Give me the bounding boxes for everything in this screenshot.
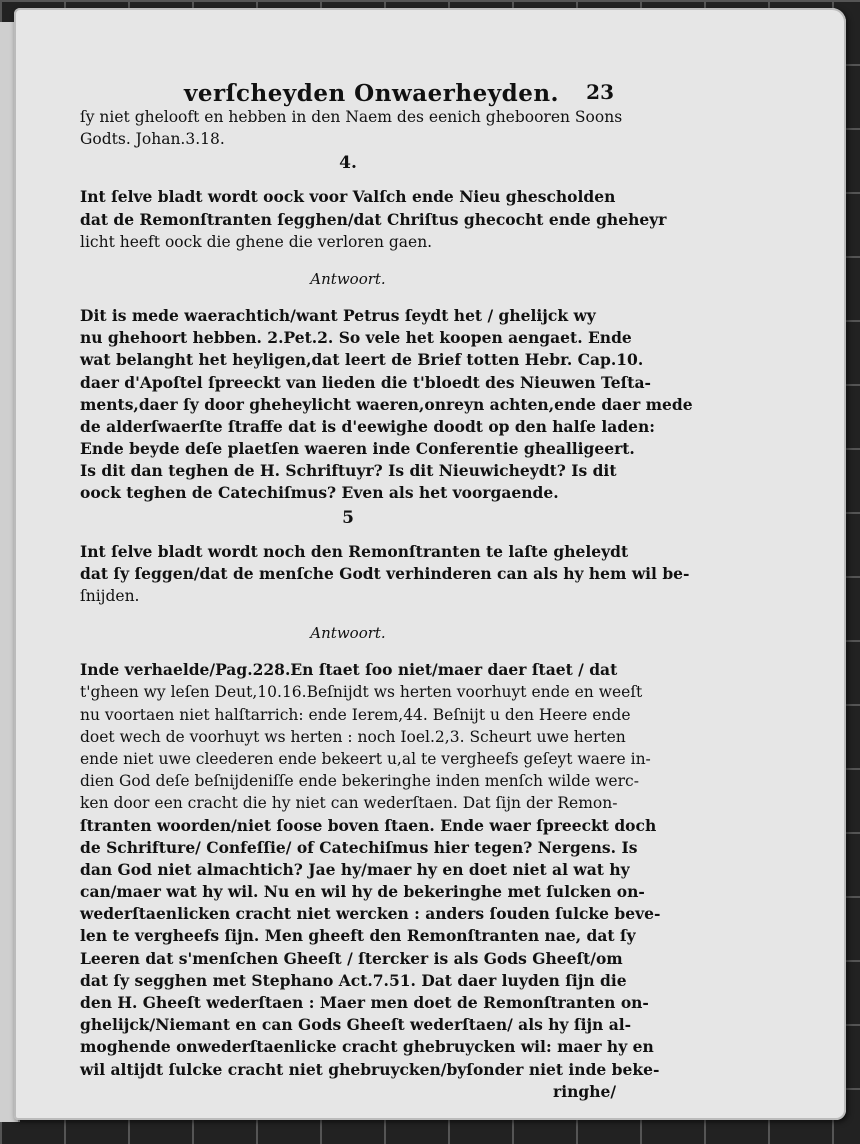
text-line: Int ſelve bladt wordt noch den Remonſtranten te laſte gheleydt [80, 541, 629, 561]
text-line: wil altijdt ſulcke cracht niet ghebruycken/byſonder niet inde beke- [80, 1059, 660, 1079]
line-spacer [80, 531, 616, 541]
text-line: wederſtaenlicken cracht niet wercken : anders ſouden ſulcke beve- [80, 904, 661, 924]
text-line: de alderſwaerſte ſtraffe dat is d'eewighe doodt op den halſe laden: [80, 416, 656, 436]
text-line: Inde verhaelde/Pag.228.En ſtaet ſoo niet/maer daer ſtaet / dat [80, 660, 618, 680]
text-line: dat ſy ſeggen/dat de menſche Godt verhinderen can als hy hem wil be- [80, 563, 690, 583]
text-line: oock teghen de Catechiſmus? Even als het voorgaende. [80, 483, 559, 503]
text-line: doet wech de voorhuyt ws herten : noch Ioel.2,3. Scheurt uwe herten [80, 727, 626, 746]
text-line: Dit is mede waerachtich/want Petrus ſeydt het / ghelijck wy [80, 305, 596, 325]
text-line: de Schrifture/ Confeſſie/ of Catechiſmus hier tegen? Nergens. Is [80, 837, 638, 857]
text-line: len te vergheefs ſijn. Men gheeft den Remonſtranten nae, dat ſy [80, 926, 636, 946]
text-line: 4. [339, 153, 357, 174]
text-line: ringhe/ [553, 1081, 616, 1101]
text-line: Antwoort. [310, 624, 386, 643]
line-spacer [80, 649, 616, 659]
page-number: 23 [586, 80, 614, 104]
text-line: ments,daer ſy door gheheylicht waeren,onreyn achten,ende daer mede [80, 394, 693, 414]
text-line: den H. Gheeſt wederſtaen : Maer men doet de Remonſtranten on- [80, 993, 649, 1012]
text-line: Leeren dat s'menſchen Gheeſt / ſtercker is als Gods Gheeſt/om [80, 948, 623, 968]
text-line: ſnijden. [80, 587, 140, 605]
text-line: daer d'Apoſtel ſpreeckt van lieden die t'bloedt des Nieuwen Teſta- [80, 372, 651, 392]
text-line: ken door een cracht die hy niet can wederſtaen. Dat ſijn der Remon- [80, 794, 618, 813]
body-text [80, 106, 693, 1103]
text-line: Godts. Johan.3.18. [80, 130, 225, 149]
line-spacer [80, 176, 616, 186]
running-title: verſcheyden Onwaerheyden. [184, 80, 560, 107]
text-line: 5 [342, 507, 354, 528]
text-line: Int ſelve bladt wordt oock voor Valſch ende Nieu ghescholden [80, 187, 616, 207]
line-spacer [80, 295, 616, 305]
text-line: ſtranten woorden/niet ſoose boven ſtaen. Ende waer ſpreeckt doch [80, 815, 657, 835]
text-line: ende niet uwe cleederen ende bekeert u,al te vergheefs geſeyt waere in- [80, 749, 651, 768]
text-line: dat de Remonſtranten ſegghen/dat Chriſtus ghecocht ende gheheyr [80, 209, 667, 229]
text-line: ghelijck/Niemant en can Gods Gheeſt wederſtaen/ als hy ſijn al- [80, 1015, 632, 1035]
text-line: ſy niet ghelooft en hebben in den Naem des eenich ghebooren Soons [80, 108, 623, 126]
text-line: dien God deſe beſnijdeniſſe ende bekeringhe inden menſch wilde werc- [80, 772, 639, 791]
text-line: dat ſy segghen met Stephano Act.7.51. Dat daer luyden ſijn die [80, 970, 627, 990]
text-line: Antwoort. [310, 269, 386, 288]
text-line: can/maer wat hy wil. Nu en wil hy de bekeringhe met ſulcken on- [80, 882, 645, 902]
text-line: licht heeft oock die ghene die verloren gaen. [80, 232, 433, 251]
text-line: moghende onwederſtaenlicke cracht ghebruycken wil: maer hy en [80, 1037, 654, 1057]
text-line: Ende beyde deſe plaetſen waeren inde Conferentie ghealligeert. [80, 439, 635, 459]
text-line: wat belanght het heyligen,dat leert de Brief totten Hebr. Cap.10. [80, 350, 644, 370]
text-line: nu ghehoort hebben. 2.Pet.2. So vele het koopen aengaet. Ende [80, 328, 632, 348]
text-line: dan God niet almachtich? Jae hy/maer hy en doet niet al wat hy [80, 859, 630, 879]
text-line: nu voortaen niet halſtarrich: ende Ierem,44. Beſnijt u den Heere ende [80, 705, 631, 724]
text-line: Is dit dan teghen de H. Schriftuyr? Is dit Nieuwicheydt? Is dit [80, 461, 617, 481]
text-line: t'gheen wy leſen Deut,10.16.Beſnijdt ws herten voorhuyt ende en weeſt [80, 683, 643, 702]
